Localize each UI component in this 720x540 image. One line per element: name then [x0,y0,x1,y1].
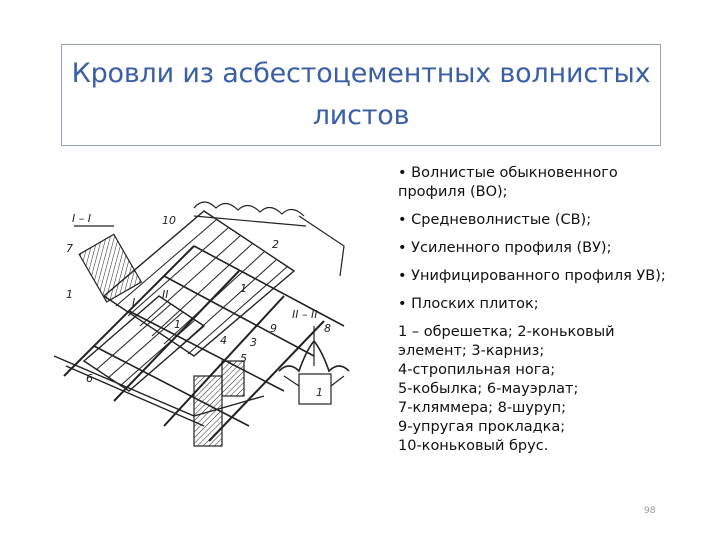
legend-line: 9-упругая прокладка; [398,419,566,435]
legend-line: 1 – обрешетка; 2-коньковый элемент; 3-карниз; [398,324,615,359]
section-i-detail [74,226,141,302]
bullet-item: • Волнистые обыкновенного профиля (ВО); [398,165,618,200]
callout-7: 7 [66,242,73,255]
callout-6: 6 [86,372,93,385]
roof-diagram [44,186,394,456]
bullet-item: • Средневолнистые (СВ); [398,212,592,228]
callout-1b: 1 [240,282,247,295]
bullet-item: • Плоских плиток; [398,296,539,312]
page-number: 98 [644,506,656,516]
section-label-i: I – I [72,212,91,225]
callout-1a: 1 [66,288,73,301]
legend-list [398,323,668,456]
legend-line: 7-кляммера; 8-шуруп; [398,400,567,416]
legend-line: 4-стропильная нога; [398,362,556,378]
callout-5: 5 [240,352,247,365]
callout-4: 4 [220,334,227,347]
slide-title: Кровли из асбестоцементных волнистых листов [71,58,651,131]
callout-8: 8 [324,322,331,335]
callout-3: 3 [250,336,257,349]
callout-1d: 1 [316,386,323,399]
roman-label-ii: II [162,288,169,301]
title-box [61,44,661,146]
legend-line: 10-коньковый брус. [398,438,549,454]
bullet-item: • Унифицированного профиля УВ); [398,268,666,284]
section-ii-detail [279,326,349,404]
section-label-ii: II – II [292,308,318,321]
callout-10: 10 [162,214,176,227]
bullet-list [398,164,668,456]
callout-1c: 1 [174,318,181,331]
bullet-item: • Усиленного профиля (ВУ); [398,240,612,256]
callout-9: 9 [270,322,277,335]
callout-2: 2 [272,238,279,251]
roman-label-i: I [132,296,136,309]
ridge-tiles [194,202,344,276]
legend-line: 5-кобылка; 6-мауэрлат; [398,381,579,397]
